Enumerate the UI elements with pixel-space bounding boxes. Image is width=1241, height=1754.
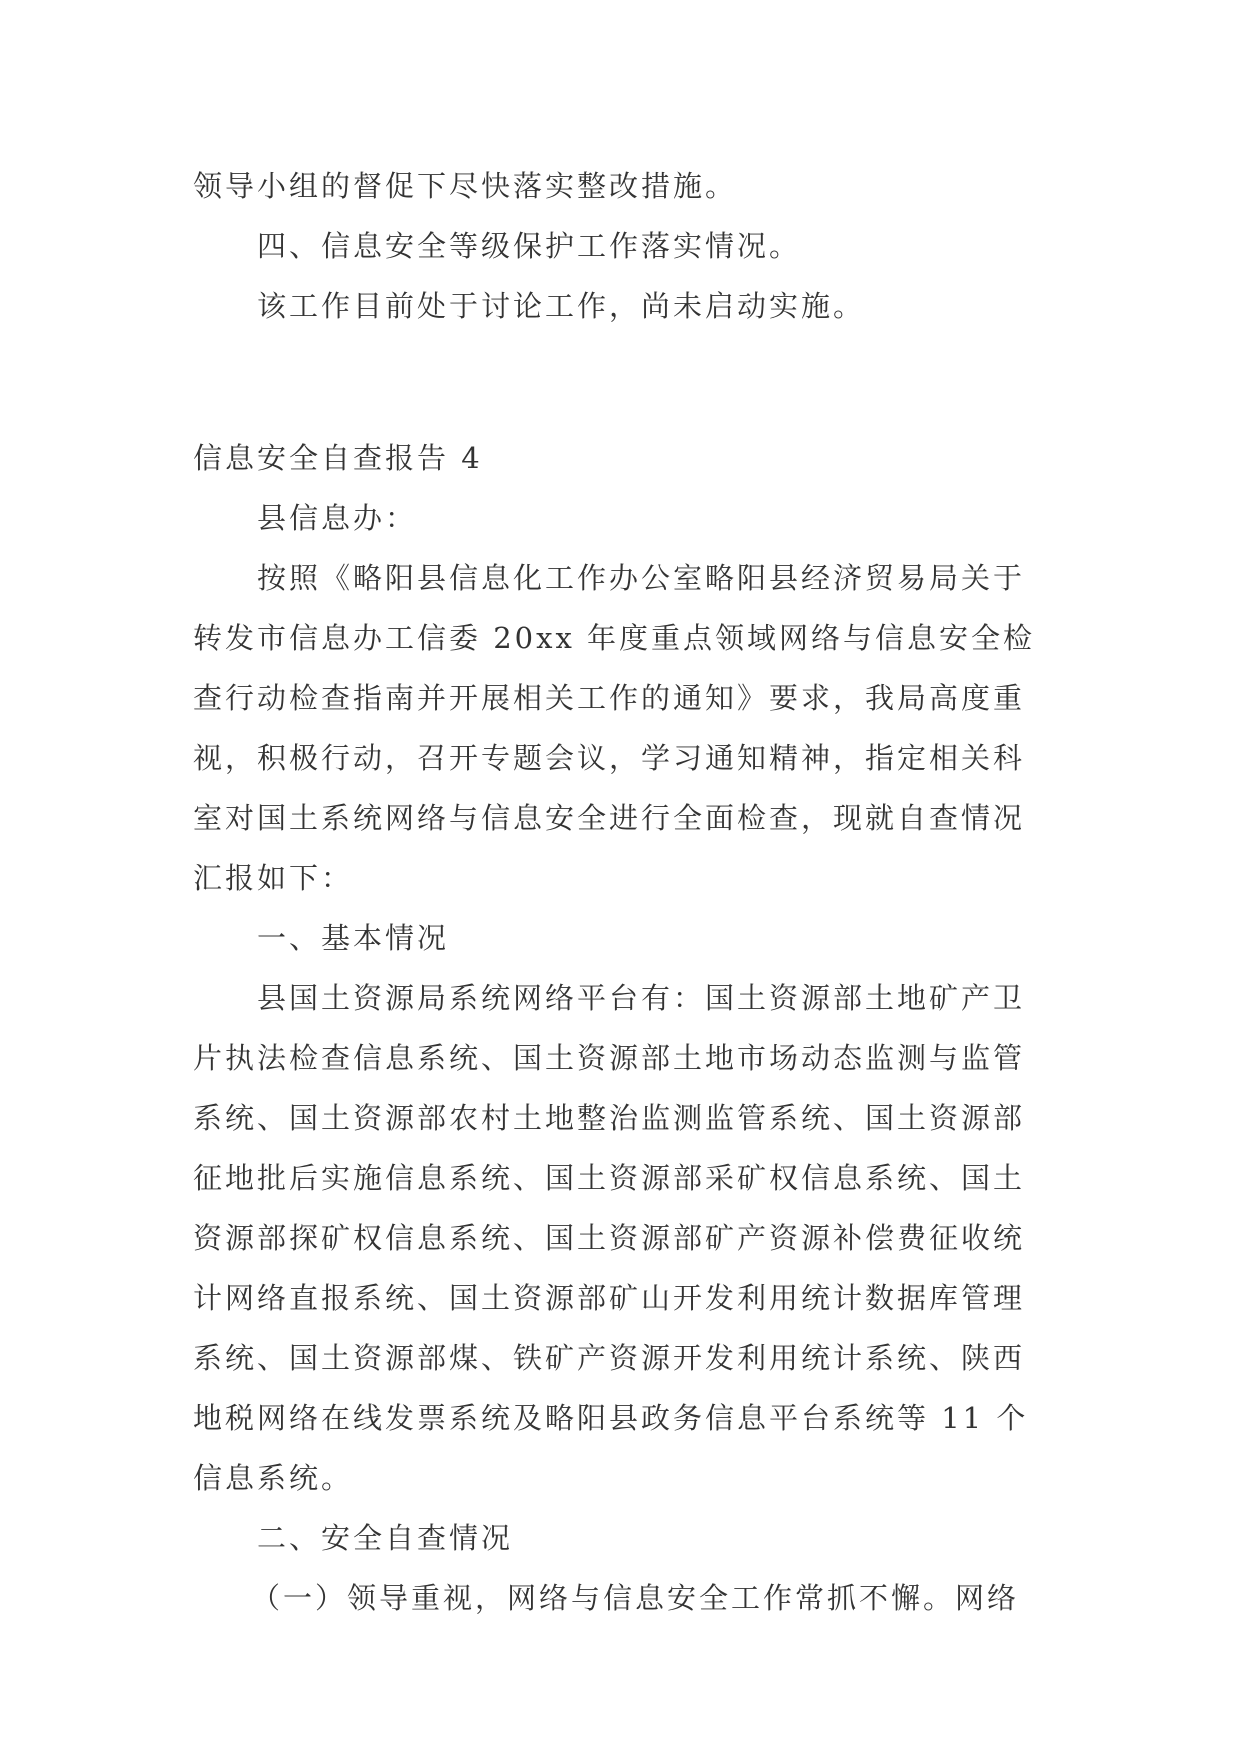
subsection-line: （一）领导重视，网络与信息安全工作常抓不懈。网络 bbox=[251, 1581, 1020, 1615]
intro-line: 汇报如下： bbox=[193, 861, 354, 895]
basic-line: 片执法检查信息系统、国土资源部土地市场动态监测与监管 bbox=[193, 1041, 1026, 1075]
section-heading-selfcheck: 二、安全自查情况 bbox=[257, 1521, 514, 1555]
body-line: 该工作目前处于讨论工作，尚未启动实施。 bbox=[257, 289, 866, 323]
report-title: 信息安全自查报告 4 bbox=[193, 441, 483, 475]
intro-line: 转发市信息办工信委 20xx 年度重点领域网络与信息安全检 bbox=[193, 621, 1036, 655]
basic-line: 计网络直报系统、国土资源部矿山开发利用统计数据库管理 bbox=[193, 1281, 1026, 1315]
section-heading: 四、信息安全等级保护工作落实情况。 bbox=[257, 229, 802, 263]
section-gap bbox=[193, 336, 1053, 428]
body-line: 领导小组的督促下尽快落实整改措施。 bbox=[193, 169, 738, 203]
intro-line: 室对国土系统网络与信息安全进行全面检查，现就自查情况 bbox=[193, 801, 1026, 835]
basic-line: 地税网络在线发票系统及略阳县政务信息平台系统等 11 个 bbox=[193, 1401, 1029, 1435]
salutation: 县信息办： bbox=[257, 501, 418, 535]
document-body bbox=[193, 156, 1053, 1628]
basic-line: 系统、国土资源部煤、铁矿产资源开发利用统计系统、陕西 bbox=[193, 1341, 1026, 1375]
intro-line: 查行动检查指南并开展相关工作的通知》要求，我局高度重 bbox=[193, 681, 1026, 715]
basic-line: 县国土资源局系统网络平台有：国土资源部土地矿产卫 bbox=[257, 981, 1026, 1015]
basic-line: 资源部探矿权信息系统、国土资源部矿产资源补偿费征收统 bbox=[193, 1221, 1026, 1255]
intro-line: 按照《略阳县信息化工作办公室略阳县经济贸易局关于 bbox=[257, 561, 1026, 595]
intro-line: 视，积极行动，召开专题会议，学习通知精神，指定相关科 bbox=[193, 741, 1026, 775]
section-heading-basic: 一、基本情况 bbox=[257, 921, 450, 955]
basic-line: 系统、国土资源部农村土地整治监测监管系统、国土资源部 bbox=[193, 1101, 1026, 1135]
basic-line: 信息系统。 bbox=[193, 1461, 354, 1495]
basic-line: 征地批后实施信息系统、国土资源部采矿权信息系统、国土 bbox=[193, 1161, 1026, 1195]
